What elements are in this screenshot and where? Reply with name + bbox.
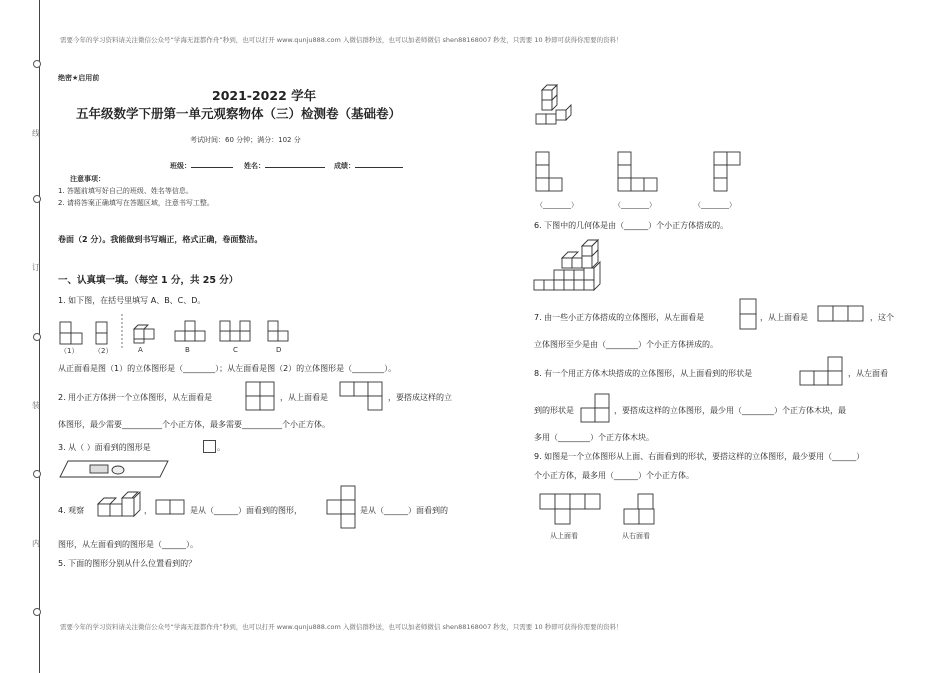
margin-label: 装 [32,401,40,410]
view-label: 从右面看 [622,532,650,540]
notes-title: 注意事项： [70,175,105,183]
question-9-part: 个小正方体，最多用（______）个小正方体。 [534,471,694,480]
answer-blank[interactable]: （________） [614,201,656,209]
figure-label: （1） [60,347,79,355]
binding-hole [33,60,41,68]
question-4-part: 是从（______）面看到的 [360,506,448,515]
figure-label: C [233,346,238,354]
footer-notice: 需要今年的学习资料请关注微信公众号“学海无涯都作舟”秒到，也可以打开 www.qunju888.com 入微信群秒送，也可以加老师微信 shen88168007 秒发，只需要 10 秒即可获得你需要的资料！ [60,623,623,631]
q1-figures [58,314,298,350]
secret-tag: 绝密★启用前 [58,74,100,82]
question-1-answer: 从正面看是图（1）的立体图形是（________）；从左面看是图（2）的立体图形是（________）。 [58,364,397,373]
question-4-part: ， [144,506,152,515]
question-7-part: 立体图形至少是由（________）个小正方体拼成的。 [534,340,718,349]
answer-blank[interactable]: （________） [694,201,736,209]
question-3-part: 。 [217,443,225,452]
q3-view [203,440,217,454]
question-2-part: 体图形，最少需要__________个小正方体，最多需要__________个小正方体。 [58,420,330,429]
neatness-note: 卷面（2 分）。我能做到书写端正，格式正确，卷面整洁。 [58,235,263,244]
q7-left-view [739,298,759,332]
q2-left-view [246,382,276,412]
question-1: 1. 如下图，在括号里填写 A、B、C、D。 [58,296,206,305]
q4-view-2 [327,486,357,530]
binding-hole [33,333,41,341]
question-8-part: 多用（________）个正方体木块。 [534,433,654,442]
view-label: 从上面看 [550,532,578,540]
answer-blank[interactable]: （________） [536,201,578,209]
question-4-part: 4. 观察 [58,506,85,515]
q5-solid [536,80,576,134]
q9-views [540,492,690,526]
q3-figure [60,459,170,479]
question-3-part: 3. 从（ ）面看到的图形是 [58,443,151,452]
note-item: 1. 答题前填写好自己的班级、姓名等信息。 [58,187,193,195]
q8-left-view [581,394,613,426]
header-notice: 需要今年的学习资料请关注微信公众号“学海无涯都作舟”秒到，也可以打开 www.qunju888.com 入微信群秒送，也可以加老师微信 shen88168007 秒发，只需要 10 秒即可获得你需要的资料！ [60,36,623,44]
page-title: 五年级数学下册第一单元观察物体（三）检测卷（基础卷） [76,106,402,121]
q2-top-view [340,380,386,412]
q5-views [536,150,766,194]
score-field[interactable] [334,161,403,171]
q4-view-1 [156,500,186,516]
section-title: 一、认真填一填。（每空 1 分，共 25 分） [58,275,239,286]
q4-figure [94,492,146,524]
exam-info: 考试时间：60 分钟；满分：102 分 [190,136,301,144]
figure-label: D [276,346,282,354]
binding-hole [33,608,41,616]
binding-hole [33,195,41,203]
figure-label: （2） [94,347,113,355]
question-8-part: ，从左面看 [848,369,888,378]
question-5: 5. 下面的图形分别从什么位置看到的？ [58,559,197,568]
question-7-part: 7. 由一些小正方体搭成的立体图形，从左面看是 [534,313,705,322]
question-7-part: ，这个 [870,313,894,322]
q7-top-view [818,306,866,324]
question-2-part: 2. 用小正方体拼一个立体图形，从左面看是 [58,393,213,402]
margin-label: 内 [32,539,40,548]
title-year: 2021-2022 学年 [212,88,317,103]
binding-margin [0,0,48,673]
name-field[interactable] [244,161,325,171]
margin-label: 订 [32,263,40,272]
binding-hole [33,470,41,478]
question-2-part: ，要搭成这样的立 [388,393,452,402]
question-4-part: 图形，从左面看到的图形是（______）。 [58,540,198,549]
question-4-part: 是从（______）面看到的图形， [190,506,302,515]
name-label: 姓名： [244,162,265,170]
question-8-part: 8. 有一个用正方体木块搭成的立体图形，从上面看到的形状是 [534,369,753,378]
class-field[interactable] [170,161,233,171]
question-8-part: ，要搭成这样的立体图形，最少用（________）个正方体木块，最 [614,406,846,415]
figure-label: A [138,346,143,354]
note-item: 2. 请将答案正确填写在答题区域，注意书写工整。 [58,199,214,207]
class-label: 班级： [170,162,191,170]
question-7-part: ，从上面看是 [760,313,808,322]
score-label: 成绩： [334,162,355,170]
q6-solid [534,238,606,296]
question-2-part: ，从上面看是 [280,393,328,402]
question-9-part: 9. 如图是一个立体图形从上面、右面看到的形状，要搭这样的立体图形，最少要用（______） [534,452,865,461]
q8-top-view [800,357,846,389]
margin-label: 线 [32,129,40,138]
question-6: 6. 下图中的几何体是由（______）个小正方体搭成的。 [534,221,729,230]
figure-label: B [185,346,190,354]
question-8-part: 到的形状是 [534,406,574,415]
